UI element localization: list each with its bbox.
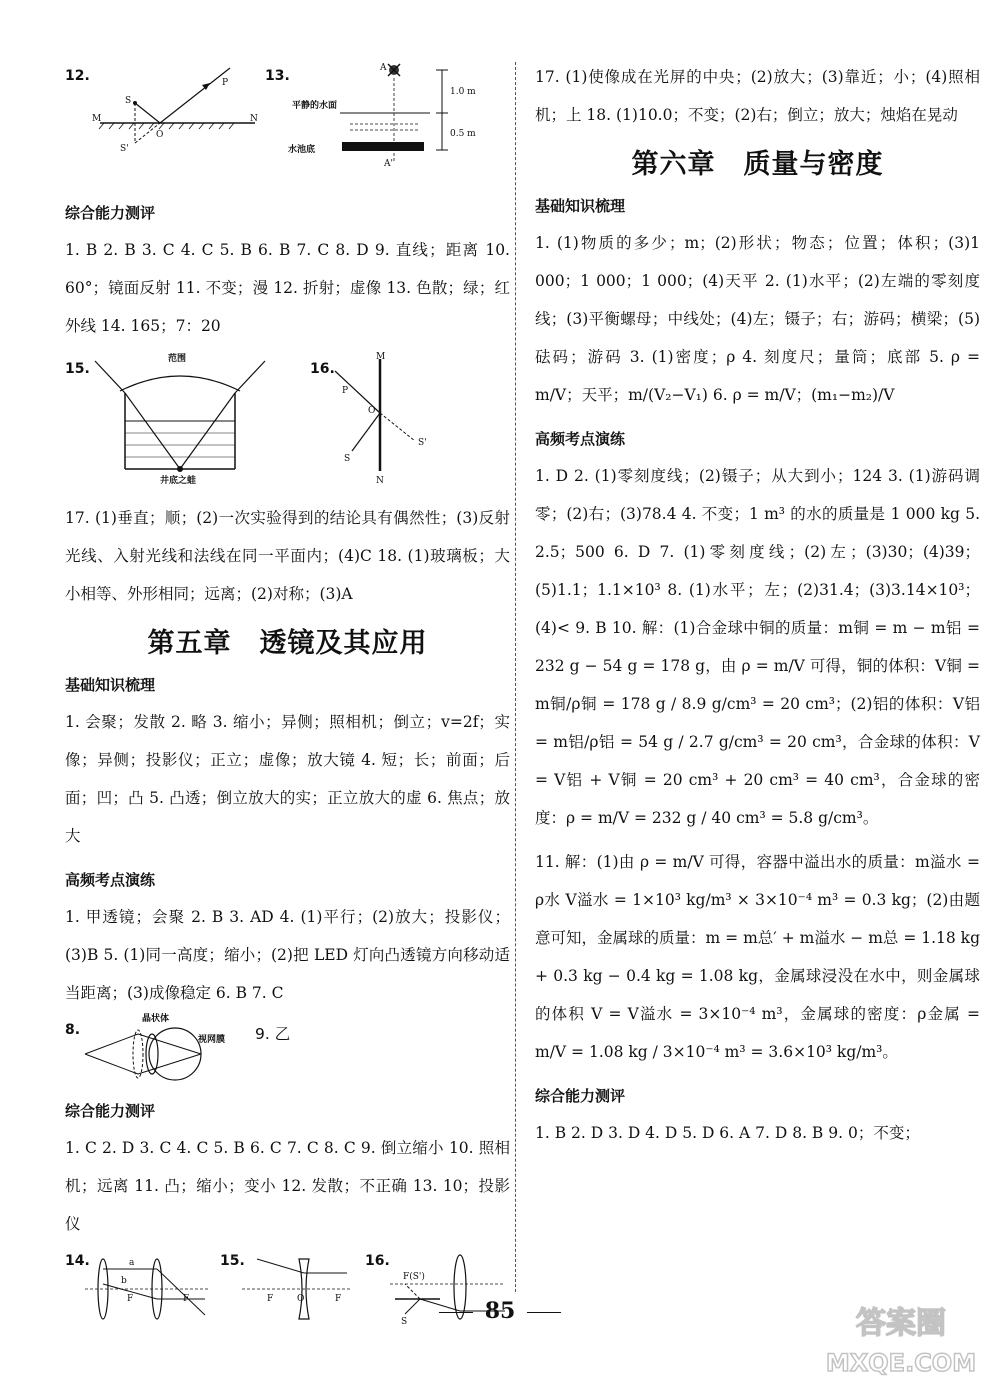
- distance-1: 1.0 m: [450, 87, 476, 97]
- answers-text: 1. B 2. D 3. D 4. D 5. D 6. A 7. D 8. B 9. 0；不变；: [535, 1124, 920, 1142]
- fig15-label: 15.: [220, 1253, 245, 1269]
- label-O: O: [297, 1294, 305, 1304]
- fig13-label: 13.: [265, 68, 290, 84]
- crystal-label: 晶状体: [142, 1014, 170, 1024]
- chapter-title: 第六章 质量与密度: [631, 149, 884, 180]
- section-title: 基础知识梳理: [535, 197, 626, 215]
- label-N: N: [376, 476, 384, 486]
- page-number-value: 85: [484, 1298, 516, 1324]
- label-F2: F: [183, 1294, 190, 1304]
- answers-text: 1. D 2. (1)零刻度线；(2)镊子；从大到小；124 3. (1)游码调零；(2)右；(3)78.4 4. 不变；1 m³ 的水的质量是 1 000 kg 5. 2.5；500 6. D 7. (1)零刻度线；(2)左；(3)30；(4)39；(5)1.1；1.1×10³ 8. (1)水平；左；(2)31.4；(3)3.14×10³；(4)< 9. B 10. 解：(1)合金球中铜的质量：m铜 = m − m铝 = 232 g − 54 g = 178 g，由 ρ = m/V 可得，铜的体积：V铜 = m铜/ρ铜 = 178 g / 8.9 g/cm³ = 20 cm³；(2)铝的体积：V铝 = m铝/ρ铝 = 54 g / 2.7 g/cm³ = 20 cm³，合金球的体积：V = V铝 + V铜 = 20 cm³ + 20 cm³ = 40 cm³，合金球的密度：ρ = m/V = 232 g / 40 cm³ = 5.8 g/cm³。: [535, 467, 980, 827]
- label-a: a: [129, 1258, 135, 1268]
- label-F1: F: [267, 1294, 274, 1304]
- frog-label: 井底之蛙: [160, 476, 197, 486]
- fig16-label: 16.: [365, 1253, 390, 1269]
- fig14-label: 14.: [65, 1253, 90, 1269]
- watermark-bottom-text: MXQE.COM: [825, 1349, 977, 1377]
- label-A-prime: A': [384, 159, 393, 168]
- label-b: b: [121, 1276, 127, 1286]
- label-M: M: [92, 114, 102, 124]
- label-F1: F: [127, 1294, 134, 1304]
- pool-reflection-diagram: [280, 58, 485, 168]
- watermark-top-text: 答案圈: [856, 1306, 946, 1341]
- figures-8-9: [65, 1012, 510, 1086]
- pool-bottom-label: 水池底: [288, 145, 316, 155]
- answers-text: 1. 甲透镜；会聚 2. B 3. AD 4. (1)平行；(2)放大；投影仪；(3)B 5. (1)同一高度；缩小；(2)把 LED 灯向凸透镜方向移动适当距离；(3)成像稳定 6. B 7. C: [65, 908, 510, 1002]
- section-title: 综合能力测评: [65, 204, 156, 222]
- label-S: S: [344, 454, 351, 464]
- section-title: 高频考点演练: [65, 871, 156, 889]
- chapter-title: 第五章 透镜及其应用: [147, 628, 428, 659]
- page-number-dash: [439, 1312, 473, 1313]
- answers-text: 17. (1)垂直；顺；(2)一次实验得到的结论具有偶然性；(3)反射光线、入射光线和法线在同一平面内；(4)C 18. (1)玻璃板；大小相等、外形相同；远离；(2)对称；(3)A: [65, 509, 510, 603]
- label-S-prime: S': [120, 144, 129, 154]
- answers-text: 1. (1)物质的多少；m；(2)形状；物态；位置；体积；(3)1 000；1 000；1 000；(4)天平 2. (1)水平；(2)左端的零刻度线；(3)平衡螺母；中线处；(4)左；镊子；右；游码；横梁；(5)砝码；游码 3. (1)密度；ρ 4. 刻度尺；量筒；底部 5. ρ = m/V；天平；m/(V₂−V₁) 6. ρ = m/V；(m₁−m₂)/V: [535, 234, 980, 404]
- label-A: A: [380, 63, 387, 73]
- section-title: 综合能力测评: [535, 1087, 626, 1105]
- left-column: [65, 58, 510, 1329]
- plane-mirror-diagram: [330, 351, 450, 486]
- answers-text: 17. (1)使像成在光屏的中央；(2)放大；(3)靠近；小；(4)照相机；上 18. (1)10.0；不变；(2)右；倒立；放大；烛焰在晃动: [535, 68, 980, 124]
- watermark-logo: [816, 1291, 986, 1379]
- range-label: 范围: [168, 354, 187, 364]
- section-title: 基础知识梳理: [65, 676, 156, 694]
- section-title: 综合能力测评: [65, 1102, 156, 1120]
- label-F: F(S'): [403, 1272, 425, 1282]
- label-O: O: [156, 130, 164, 140]
- fig16-label: 16.: [310, 361, 335, 377]
- frog-in-well-diagram: [90, 351, 270, 486]
- label-P: P: [222, 78, 229, 88]
- retina-label: 视网膜: [198, 1035, 226, 1045]
- right-column: [535, 58, 980, 1152]
- label-P: P: [342, 386, 349, 396]
- column-divider: [515, 62, 516, 1292]
- section-title: 高频考点演练: [535, 430, 626, 448]
- answers-text: 1. C 2. D 3. C 4. C 5. B 6. C 7. C 8. C 9. 倒立缩小 10. 照相机；远离 11. 凸；缩小；变小 12. 发散；不正确 13. 10；投影仪: [65, 1139, 510, 1233]
- mirror-reflection-diagram: [90, 63, 260, 158]
- fig8-label: 8.: [65, 1022, 81, 1038]
- eye-lens-diagram: [80, 1012, 250, 1086]
- answers-text: 11. 解：(1)由 ρ = m/V 可得，容器中溢出水的质量：m溢水 = ρ水 V溢水 = 1×10³ kg/m³ × 3×10⁻⁴ m³ = 0.3 kg；(2)由题意可知，金属球的质量：m = m总′ + m溢水 − m总 = 1.18 kg + 0.3 kg − 0.4 kg = 1.08 kg，金属球浸没在水中，则金属球的体积 V = V溢水 = 3×10⁻⁴ m³，金属球的密度：ρ金属 = m/V = 1.08 kg / 3×10⁻⁴ m³ = 3.6×10³ kg/m³。: [535, 853, 980, 1061]
- label-S: S: [125, 96, 132, 106]
- label-S-prime: S': [418, 438, 427, 448]
- figures-15-16: [65, 351, 510, 491]
- answers-text: 1. 会聚；发散 2. 略 3. 缩小；异侧；照相机；倒立；v=2f；实像；异侧；投影仪；正立；虚像；放大镜 4. 短；长；前面；后面；凹；凸 5. 凸透；倒立放大的实；正立放大的虚 6. 焦点；放大: [65, 713, 510, 845]
- item-9: 9. 乙: [255, 1025, 291, 1043]
- answers-text: 1. B 2. B 3. C 4. C 5. B 6. B 7. C 8. D 9. 直线；距离 10. 60°；镜面反射 11. 不变；漫 12. 折射；虚像 13. 色散；绿；红外线 14. 165；7：20: [65, 241, 510, 335]
- label-O: O: [368, 406, 376, 416]
- fig12-label: 12.: [65, 68, 90, 84]
- fig15-label: 15.: [65, 361, 90, 377]
- distance-2: 0.5 m: [450, 129, 476, 139]
- label-F2: F: [335, 1294, 342, 1304]
- page-number-dash: [527, 1312, 561, 1313]
- figures-12-13: [65, 58, 510, 168]
- water-surface-label: 平静的水面: [292, 101, 338, 111]
- label-N: N: [250, 114, 258, 124]
- label-S: S: [401, 1317, 408, 1327]
- label-M: M: [376, 352, 386, 362]
